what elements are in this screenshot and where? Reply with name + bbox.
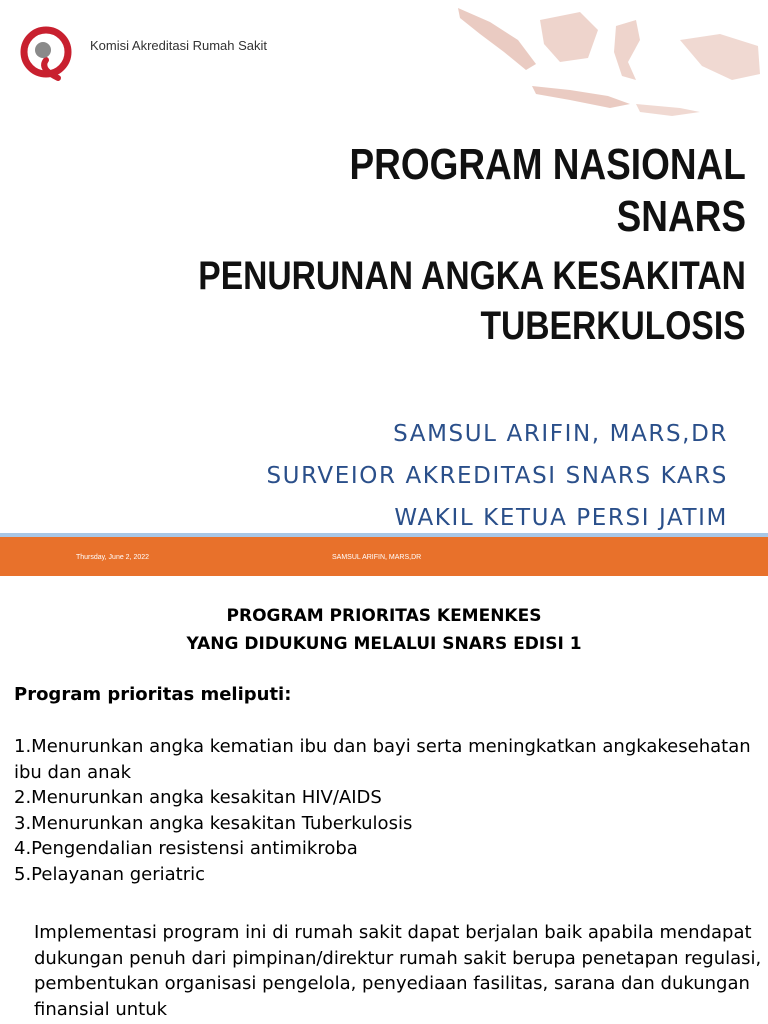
footer-author: SAMSUL ARIFIN, MARS,DR (332, 554, 422, 561)
content-slide (0, 576, 768, 1024)
subtitle-line-1: PENURUNAN ANGKA KESAKITAN (198, 254, 746, 298)
list-item: 3.Menurunkan angka kesakitan Tuberkulosis (14, 812, 413, 834)
list-intro: Program prioritas meliputi: (14, 684, 292, 705)
kars-logo-icon (16, 24, 76, 84)
author-role-2: WAKIL KETUA PERSI JATIM (394, 505, 728, 531)
organization-name: Komisi Akreditasi Rumah Sakit (90, 38, 268, 53)
indonesia-map-icon (440, 0, 768, 120)
list-item: 5.Pelayanan geriatric (14, 863, 206, 885)
implementation-paragraph: Implementasi program ini di rumah sakit dapat berjalan baik apabila mendapat dukungan penuh dari pimpinan/direktur rumah sakit berupa penetapan regulasi, pembentukan organisasi pengelola, penyediaan fasilitas, sarana dan dukungan finansial untuk (34, 922, 762, 1020)
list-item: 2.Menurunkan angka kesakitan HIV/AIDS (14, 787, 382, 808)
title-line-1: PROGRAM NASIONAL (349, 140, 746, 189)
slide-heading-line-1: PROGRAM PRIORITAS KEMENKES (226, 606, 542, 626)
author-role-1: SURVEIOR AKREDITASI SNARS KARS (266, 463, 728, 489)
subtitle-line-2: TUBERKULOSIS (480, 304, 746, 348)
list-item: 1.Menurunkan angka kematian ibu dan bayi serta meningkatkan angkakesehatan ibu dan anak (14, 736, 751, 783)
title-line-2: SNARS (616, 192, 746, 241)
author-name: SAMSUL ARIFIN, MARS,DR (393, 421, 728, 447)
footer-date: Thursday, June 2, 2022 (76, 554, 150, 561)
slide-heading-line-2: YANG DIDUKUNG MELALUI SNARS EDISI 1 (186, 634, 582, 654)
priority-list (14, 734, 754, 887)
list-item: 4.Pengendalian resistensi antimikroba (14, 838, 358, 859)
